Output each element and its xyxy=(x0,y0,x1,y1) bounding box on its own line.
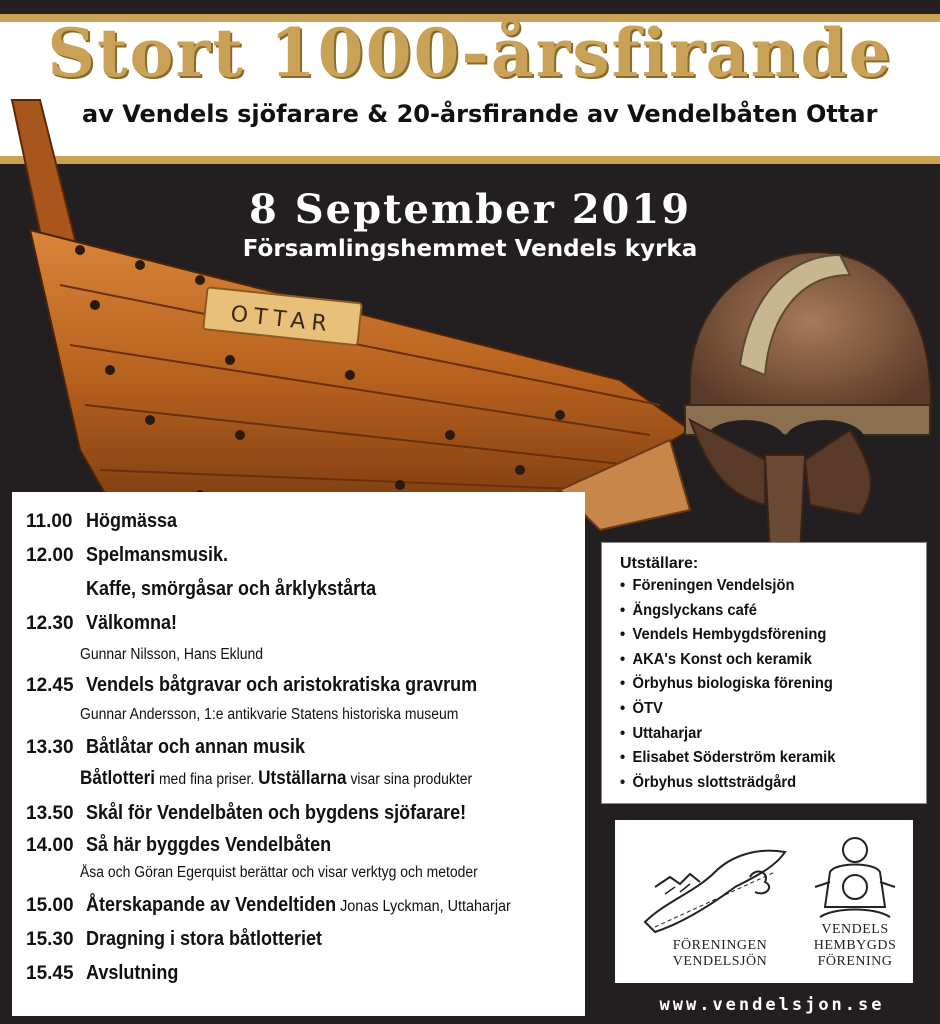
schedule-time: 12.00 xyxy=(26,545,74,566)
schedule-title: Skål för Vendelbåten och bygdens sjöfarare! xyxy=(86,802,467,824)
schedule-time: 13.50 xyxy=(26,803,74,824)
schedule-row xyxy=(26,894,585,928)
main-title: Stort 1000-årsfirande xyxy=(47,14,893,92)
schedule-row xyxy=(26,612,585,646)
raffle-label: Båtlotteri xyxy=(80,768,156,789)
schedule-note: Gunnar Andersson, 1:e antikvarie Statens historiska museum xyxy=(80,706,459,723)
schedule-panel xyxy=(12,492,585,1016)
schedule-note-mixed: Båtlotteri med fina priser. Utställarna visar sina produkter xyxy=(80,768,473,789)
schedule-title: Spelmansmusik. xyxy=(86,544,229,566)
schedule-title: Avslutning xyxy=(86,962,179,984)
event-venue: Församlingshemmet Vendels kyrka xyxy=(242,236,698,262)
exhibitor-item: • Ängslyckans café xyxy=(620,602,902,627)
schedule-title: Återskapande av Vendeltiden Jonas Lyckman, Uttaharjar xyxy=(86,894,511,916)
exhibitor-item: • AKA's Konst och keramik xyxy=(620,651,902,676)
schedule-title: Båtlåtar och annan musik xyxy=(86,736,306,758)
schedule-row xyxy=(26,578,585,612)
schedule-title: Vendels båtgravar och aristokratiska gravrum xyxy=(86,674,478,696)
exhibitors-panel xyxy=(601,542,927,804)
schedule-title: Dragning i stora båtlotteriet xyxy=(86,928,323,950)
schedule-row xyxy=(26,674,585,706)
hembygdsforening-logo-text: VENDELS HEMBYGDS FÖRENING xyxy=(813,922,897,969)
subtitle: av Vendels sjöfarare & 20-årsfirande av Vendelbåten Ottar xyxy=(82,100,878,128)
website-link[interactable]: www.vendelsjon.se xyxy=(659,995,885,1015)
exhibitors-title: Utställare: xyxy=(620,555,699,572)
schedule-row xyxy=(26,928,585,962)
exhibitor-item: • Uttaharjar xyxy=(620,725,902,750)
schedule-time: 15.45 xyxy=(26,963,74,984)
exhibitors-list xyxy=(620,577,926,798)
boat-plaque-text: OTTAR xyxy=(229,301,334,338)
exhibitor-item: • Örbyhus biologiska förening xyxy=(620,675,902,700)
schedule-row xyxy=(26,834,585,864)
schedule-row xyxy=(26,962,585,996)
schedule-time: 12.30 xyxy=(26,613,74,634)
schedule-continuation: Kaffe, smörgåsar och årklykstårta xyxy=(86,578,377,600)
schedule-time: 14.00 xyxy=(26,835,74,856)
exhibitor-item: • Elisabet Söderström keramik xyxy=(620,749,902,774)
vendelsjon-logo-text: FÖRENINGEN VENDELSJÖN xyxy=(672,938,768,969)
logos-panel xyxy=(615,820,913,983)
event-date: 8 September 2019 xyxy=(248,186,692,233)
exhibitor-item: • ÖTV xyxy=(620,700,902,725)
schedule-title: Högmässa xyxy=(86,510,178,532)
hembygdsforening-logo xyxy=(810,832,900,927)
schedule-time: 11.00 xyxy=(26,511,73,532)
schedule-time: 12.45 xyxy=(26,675,74,696)
schedule-row xyxy=(26,802,585,834)
schedule-time: 15.00 xyxy=(26,895,74,916)
schedule-row xyxy=(26,736,585,768)
schedule-time: 15.30 xyxy=(26,929,74,950)
schedule-note: Gunnar Nilsson, Hans Eklund xyxy=(80,646,263,663)
schedule-time: 13.30 xyxy=(26,737,74,758)
schedule-note: Åsa och Göran Egerquist berättar och visar verktyg och metoder xyxy=(80,864,478,881)
exhibitor-item: • Föreningen Vendelsjön xyxy=(620,577,902,602)
exhibitor-item: • Örbyhus slottsträdgård xyxy=(620,774,902,799)
schedule-row xyxy=(26,544,585,578)
exhibitor-item: • Vendels Hembygdsförening xyxy=(620,626,902,651)
schedule-title: Så här byggdes Vendelbåten xyxy=(86,834,332,856)
schedule-row xyxy=(26,510,585,544)
viking-boat-image xyxy=(0,90,700,540)
vendelsjon-lake-logo xyxy=(635,832,795,942)
viking-helmet-image xyxy=(670,215,940,565)
exhibitors-label: Utställarna xyxy=(258,768,347,789)
schedule-title: Välkomna! xyxy=(86,612,178,634)
